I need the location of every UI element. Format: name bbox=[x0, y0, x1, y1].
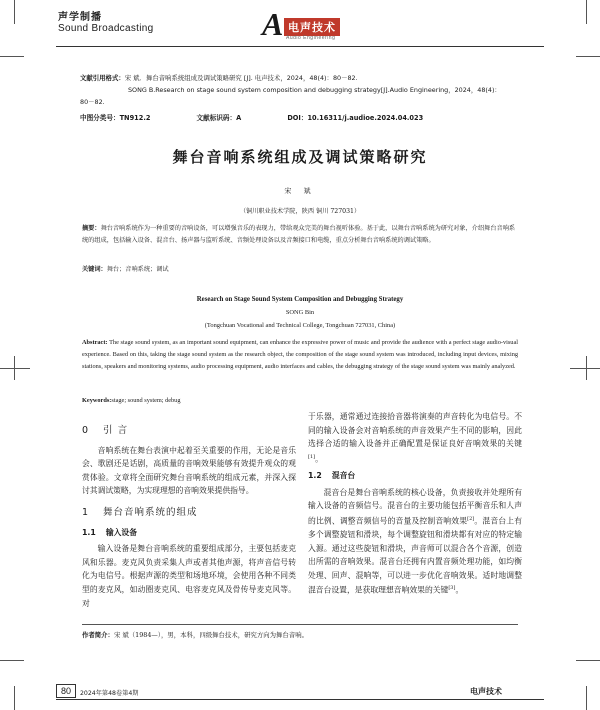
body-paragraph: 输入设备是舞台音响系统的重要组成部分，主要包括麦克风和乐器。麦克风负责采集人声或者其他声源，将声音信号转化为电信号。根据声源的类型和场地环境，会使用各种不同类型的麦克风，如动圈麦克风、电容麦克风及骨传导麦克风等。对 bbox=[82, 544, 296, 608]
crop-mark bbox=[0, 660, 24, 661]
header-divider bbox=[56, 46, 544, 47]
body-paragraph: 混音台是舞台音响系统的核心设备，负责接收并处理所有输入设备的音频信号。混音台的主要功能包括平衡音乐和人声的比例、调整音频信号的音量及控制音响效果[2]。混音台上有多个调整旋钮和滑块，每个调整旋钮和滑块都有对应的特定输入源。通过这些旋钮和滑块，声音师可以混合各个音源，创造出所需的音响效果。混音台还拥有内置音频处理功能，如均衡处理、回声、混响等，可以进一步优化音响效果。适时地调整混音台设置，是获取理想音响效果的关键[3]。 bbox=[308, 487, 523, 595]
author-affiliation: （铜川职业技术学院，陕西 铜川 727031） bbox=[239, 208, 361, 215]
keywords-en bbox=[82, 397, 180, 404]
crop-mark bbox=[570, 368, 600, 369]
body-column-right bbox=[308, 410, 522, 598]
reference-marker: [1] bbox=[308, 453, 316, 460]
crop-mark bbox=[586, 686, 587, 710]
abstract-label: 摘要： bbox=[82, 225, 101, 232]
crop-mark bbox=[576, 660, 600, 661]
crop-mark bbox=[0, 368, 30, 369]
citation-block bbox=[80, 72, 530, 108]
abstract-cn bbox=[82, 223, 518, 247]
classification-line: 中图分类号：TN912.2 文献标识码：A DOI：10.16311/j.audioe.2024.04.023 bbox=[80, 114, 424, 122]
reference-marker: [2] bbox=[467, 515, 475, 522]
abstract-en bbox=[82, 337, 518, 373]
paper-title-en: Research on Stage Sound System Composition and Debugging Strategy bbox=[196, 296, 404, 303]
keywords-text: 舞台；音响系统；调试 bbox=[106, 266, 169, 273]
author-name-en: SONG Bin bbox=[285, 309, 315, 316]
crop-mark bbox=[14, 686, 15, 710]
reference-marker: [3] bbox=[448, 585, 456, 592]
journal-section-header bbox=[58, 8, 153, 34]
page-number: 80 bbox=[56, 684, 76, 698]
footnote-label: 作者简介： bbox=[82, 631, 114, 639]
subsection-heading: 1.1 输入设备 bbox=[82, 527, 137, 537]
logo-subtitle: Audio Engineering bbox=[286, 35, 336, 41]
citation-line: 宋 斌．舞台音响系统组成及调试策略研究 [J]. 电声技术，2024，48(4)：80－82. bbox=[124, 74, 358, 82]
issue-info: 2024年第48卷第4期 bbox=[80, 690, 139, 697]
abstract-text: 舞台音响系统作为一种重要的音响设备，可以增强音乐的表现力，带给观众完美的舞台视听体验。基于此，以舞台音响系统为研究对象，介绍舞台音响系统的组成，包括输入设备、混音台、扬声器与监听系统、音频处理设备以及音频接口和电缆，重点分析舞台音响系统的调试策略。 bbox=[82, 225, 516, 244]
keywords-label-en: Keywords: bbox=[82, 397, 112, 404]
section-title-en: Sound Broadcasting bbox=[58, 23, 154, 34]
footnote-divider bbox=[82, 624, 518, 625]
paper-title: 舞台音响系统组成及调试策略研究 bbox=[172, 148, 428, 166]
crop-mark bbox=[14, 0, 15, 24]
citation-line: 80－82. bbox=[80, 98, 105, 106]
journal-brand: 电声技术 bbox=[470, 687, 502, 696]
section-title-cn: 声学制播 bbox=[58, 12, 102, 23]
body-paragraph: 于乐器，通常通过连接拾音器将演奏的声音转化为电信号。不同的输入设备会对音响系统的声音效果产生不同的影响，因此选择合适的输入设备并正确配置是保证良好音响效果的关键[1]。 bbox=[308, 412, 522, 464]
logo-letter-icon: A bbox=[262, 6, 284, 42]
clc-number: TN912.2 bbox=[119, 114, 151, 122]
section-heading: 1 舞台音响系统的组成 bbox=[82, 506, 198, 518]
citation-label: 文献引用格式： bbox=[80, 74, 125, 82]
crop-mark bbox=[586, 0, 587, 24]
crop-mark bbox=[576, 56, 600, 57]
author-name: 宋 斌 bbox=[284, 187, 316, 195]
doi: 10.16311/j.audioe.2024.04.023 bbox=[307, 114, 424, 122]
keywords-cn bbox=[82, 264, 518, 273]
author-footnote bbox=[82, 630, 308, 639]
section-heading: 0 引 言 bbox=[82, 425, 129, 436]
abstract-label-en: Abstract: bbox=[82, 339, 108, 346]
author-affiliation-en: (Tongchuan Vocational and Technical College, Tongchuan 727031, China) bbox=[204, 322, 396, 329]
doc-code: A bbox=[236, 114, 242, 122]
keywords-text-en: stage; sound system; debug bbox=[111, 397, 181, 404]
crop-mark bbox=[14, 356, 15, 380]
journal-logo bbox=[262, 6, 382, 42]
footer-divider bbox=[56, 699, 544, 700]
logo-mark: 电声技术 bbox=[284, 18, 340, 36]
footnote-text: 宋 斌（1984—），男，本科，四级舞台技术，研究方向为舞台音响。 bbox=[113, 631, 308, 639]
keywords-label: 关键词： bbox=[82, 266, 107, 273]
crop-mark bbox=[586, 356, 587, 380]
citation-line: SONG B.Research on stage sound system composition and debugging strategy[J].Audio Engineering，2024，48(4)： bbox=[128, 86, 501, 94]
body-column-left bbox=[82, 420, 296, 610]
abstract-text-en: The stage sound system, as an important sound equipment, can enhance the expressive power of music and provide the audience with a perfect stage audio-visual experience. Based on this, taking the stage sound system as the research object, the composition of the stage sound system was introduced, including input devices, mixing stations, speakers and monitoring systems, audio processing equipment, audio interfaces and cables, the debugging strategy of the stage sound system was mainly analyzed. bbox=[82, 339, 518, 370]
crop-mark bbox=[0, 56, 24, 57]
body-paragraph: 音响系统在舞台表演中起着至关重要的作用，无论是音乐会、歌剧还是话剧，高质量的音响效果能够有效提升观众的观赏体验。文章将全面研究舞台音响系统的组成元素，并深入探讨其调试策略，为实现理想的音响效果提供指导。 bbox=[82, 445, 296, 496]
subsection-heading: 1.2 混音台 bbox=[308, 470, 356, 480]
